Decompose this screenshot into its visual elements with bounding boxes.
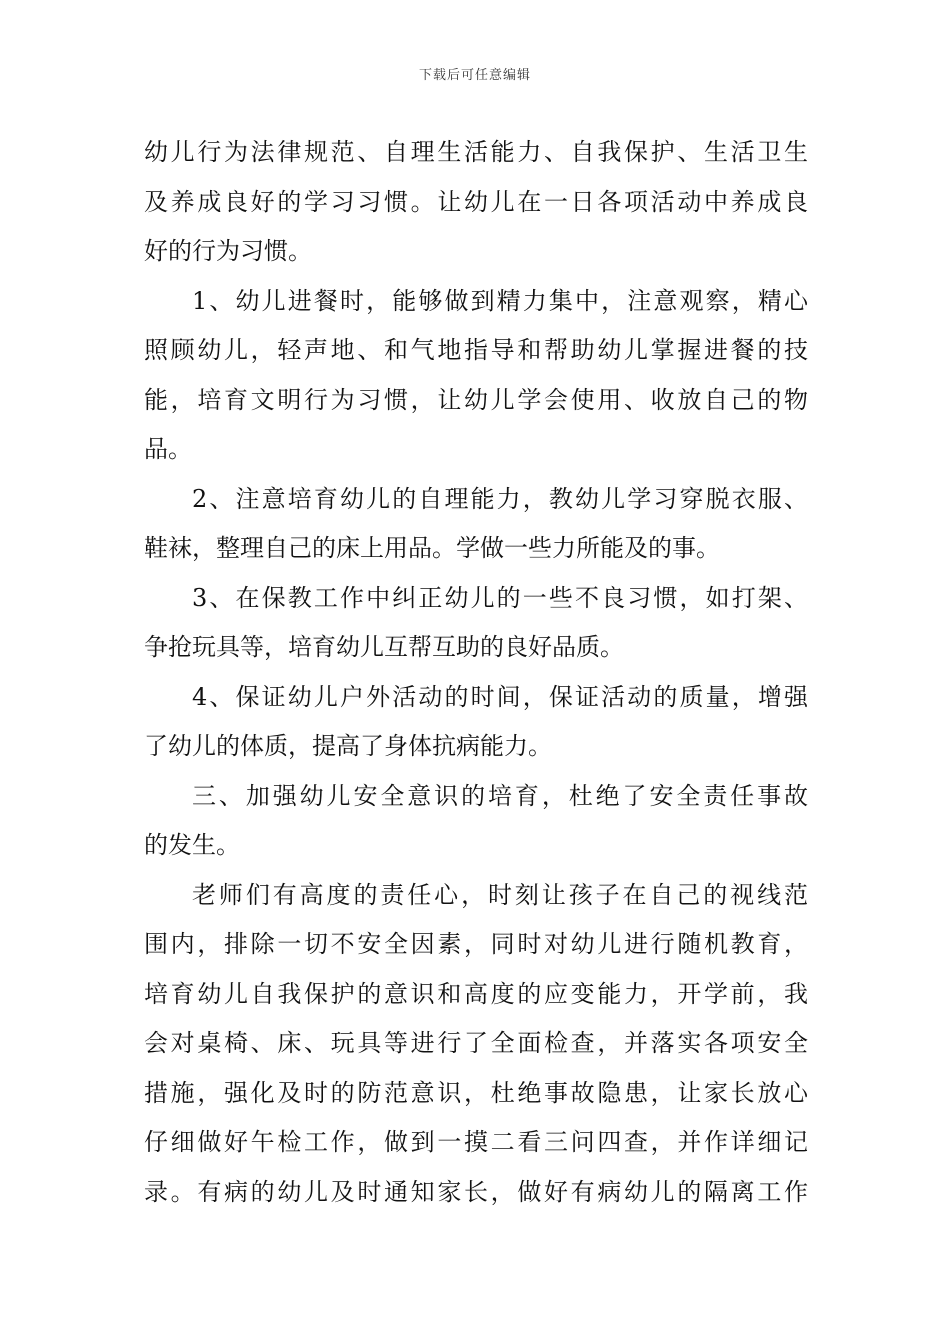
text-line: 3、在保教工作中纠正幼儿的一些不良习惯，如打架、: [192, 583, 808, 612]
text-line: 鞋袜，整理自己的床上用品。学做一些力所能及的事。: [144, 534, 720, 562]
text-line: 培育幼儿自我保护的意识和高度的应变能力，开学前，我: [144, 979, 808, 1008]
text-line: 老师们有高度的责任心，时刻让孩子在自己的视线范: [192, 880, 808, 909]
text-line: 1、幼儿进餐时，能够做到精力集中，注意观察，精心: [192, 286, 808, 315]
text-line: 措施，强化及时的防范意识，杜绝事故隐患，让家长放心: [144, 1078, 808, 1107]
text-line: 4、保证幼儿户外活动的时间，保证活动的质量，增强: [192, 682, 808, 711]
text-line: 照顾幼儿，轻声地、和气地指导和帮助幼儿掌握进餐的技: [144, 336, 808, 364]
text-line: 品。: [144, 435, 192, 463]
text-line: 录。有病的幼儿及时通知家长，做好有病幼儿的隔离工作: [144, 1177, 808, 1206]
text-line: 了幼儿的体质，提高了身体抗病能力。: [144, 732, 552, 760]
text-line: 围内，排除一切不安全因素，同时对幼儿进行随机教育，: [144, 930, 808, 958]
text-line: 幼儿行为法律规范、自理生活能力、自我保护、生活卫生: [144, 138, 808, 166]
text-line: 会对桌椅、床、玩具等进行了全面检查，并落实各项安全: [144, 1029, 808, 1057]
text-line: 2、注意培育幼儿的自理能力，教幼儿学习穿脱衣服、: [192, 484, 808, 513]
text-line: 好的行为习惯。: [144, 237, 312, 265]
text-line: 三、加强幼儿安全意识的培育，杜绝了安全责任事故: [192, 781, 808, 810]
page-header-note: 下载后可任意编辑: [418, 68, 531, 83]
document-body: [144, 128, 808, 1217]
text-line: 的发生。: [144, 831, 240, 859]
text-line: 及养成良好的学习习惯。让幼儿在一日各项活动中养成良: [144, 187, 808, 216]
text-line: 争抢玩具等，培育幼儿互帮互助的良好品质。: [144, 633, 624, 661]
text-line: 仔细做好午检工作，做到一摸二看三问四查，并作详细记: [144, 1128, 808, 1156]
text-line: 能，培育文明行为习惯，让幼儿学会使用、收放自己的物: [144, 385, 808, 414]
